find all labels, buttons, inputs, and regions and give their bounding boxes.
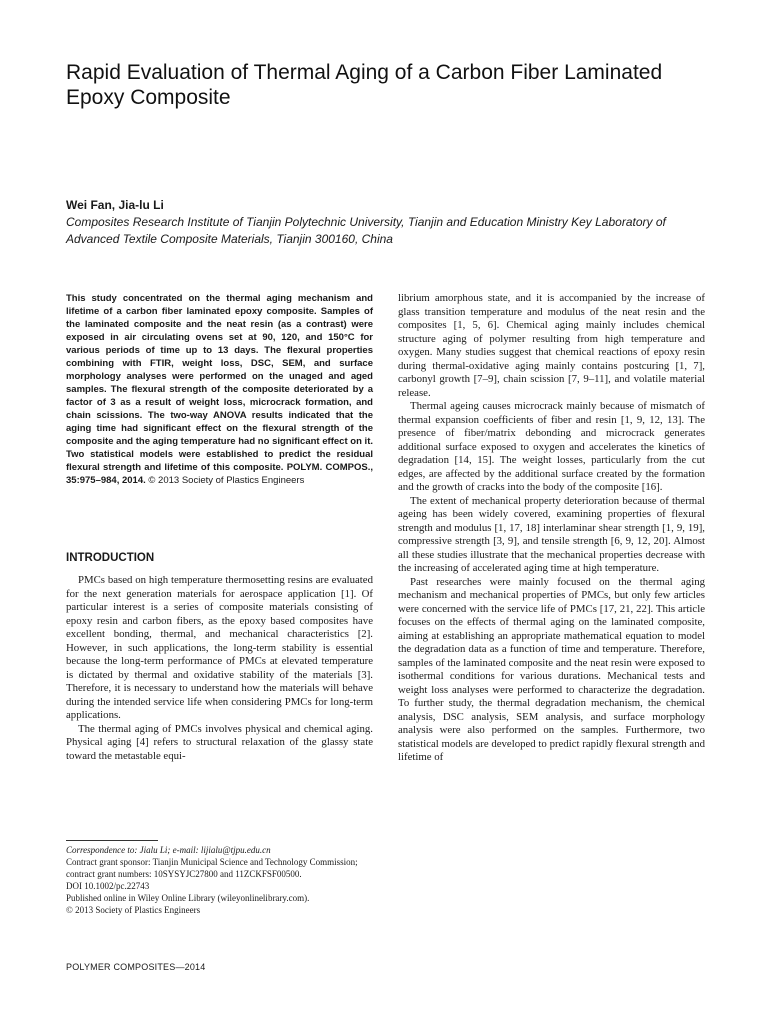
paragraph: Past researches were mainly focused on the thermal aging mechanism and mechanical properties of PMCs, but only few articles were concerned with the service life of PMCs [17, 21, 22]. This article focuses on the effects of thermal aging on the laminated composite, aiming at establishing an appropriate mathematical equation to model the degradation data as a function of time and temperature. Therefore, samples of the laminated composite and the neat resin were exposed to isothermal conditions for various durations. Mechanical tests and weight loss analyses were performed to characterize the degradation. To further study, the thermal degradation mechanism, the chemical analysis, DSC analysis, SEM analysis, and surface morphology analysis were also performed on the samples. Furthermore, two statistical models are developed to predict rapidly flexural strength and lifetime of xyxy=(398,575,705,763)
journal-footer: POLYMER COMPOSITES—2014 xyxy=(66,962,206,972)
abstract-body: This study concentrated on the thermal aging mechanism and lifetime of a carbon fiber laminated epoxy composite. Samples of the laminated composite and the neat resin (as a contrast) were exposed in air circulating ovens set at 90, 120, and 150°C for various periods of time up to 13 days. The flexural properties combining with FTIR, weight loss, DSC, SEM, and surface morphology analyses were performed on the unaged and aged samples. The flexural strength of the composite deteriorated by a factor of 3 as a result of weight loss, microcrack formation, and chain scissions. The two-way ANOVA results indicated that the aging time had significant effect on the flexural strength of the composite and the aging temperature had no significant effect on it. Two statistical models were established to predict the residual flexural strength and lifetime of this composite. POLYM. COMPOS., 35:975–984, 2014. xyxy=(66,293,373,486)
abstract-block xyxy=(66,292,373,487)
footnote-divider xyxy=(66,840,158,841)
paragraph: The extent of mechanical property deterioration because of thermal ageing has been widely covered, examining properties of flexural strength and modulus [1, 17, 18] interlaminar shear strength [1, 9, 19], compressive strength [3, 9], and tensile strength [6, 9, 12, 20]. Almost all these studies illustrate that the mechanical properties decrease with the increasing of accelerated aging time at high temperature. xyxy=(398,494,705,574)
abstract-text xyxy=(66,292,373,487)
footnote-correspondence: Correspondence to: Jialu Li; e-mail: lijialu@tjpu.edu.cn xyxy=(66,845,271,855)
abstract-copyright: © 2013 Society of Plastics Engineers xyxy=(148,475,305,486)
section-heading-introduction: INTRODUCTION xyxy=(66,552,155,564)
right-column-body xyxy=(398,292,705,765)
footnote-copyright: © 2013 Society of Plastics Engineers xyxy=(66,905,201,915)
paragraph: The thermal aging of PMCs involves physical and chemical aging. Physical aging [4] refers to structural relaxation of the glassy state toward the metastable equi- xyxy=(66,722,373,762)
introduction-body xyxy=(66,574,373,763)
paragraph: librium amorphous state, and it is accompanied by the increase of glass transition temperature and modulus of the neat resin and the composites [1, 5, 6]. Chemical aging mainly includes chemical structure aging of polymer resulting from high temperature and oxygen. Many studies suggest that chemical reactions of epoxy resin during thermal-oxidative aging mainly contains postcuring [1, 7], carbonyl growth [7–9], chain scission [7, 9–11], and volatile material release. xyxy=(398,292,705,399)
paragraph: PMCs based on high temperature thermosetting resins are evaluated for the next generation materials for aerospace application [1]. Of particular interest is a series of composite materials consisting of epoxy resin and carbon fibers, as the epoxy based composites have excellent bonding, thermal, and mechanical characteristics [2]. However, in such applications, the long-term stability is essential because the long-term performance of PMCs at elevated temperature is dictated by thermal and oxidative stability of the materials [3]. Therefore, it is necessary to understand how the materials will behave during the intended service life when considering PMCs for long-term applications. xyxy=(66,574,373,721)
author-list: Wei Fan, Jia-lu Li xyxy=(66,198,164,212)
paragraph: Thermal ageing causes microcrack mainly because of mismatch of thermal expansion coefficients of fiber and resin [1, 9, 12, 13]. The presence of fiber/matrix debonding and microcrack generates additional surface exposed to oxygen and accelerates the kinetics of degradation [14, 15]. The weight losses, particularly from the cut edges, are affected by the additional surface created by the formation and the growth of cracks into the body of the composite [16]. xyxy=(398,400,705,493)
paper-title: Rapid Evaluation of Thermal Aging of a Carbon Fiber Laminated Epoxy Composite xyxy=(66,61,663,109)
author-affiliation: Composites Research Institute of Tianjin Polytechnic University, Tianjin and Education Ministry Key Laboratory of Advanced Textile Composite Materials, Tianjin 300160, China xyxy=(66,215,666,246)
footnote-published: Published online in Wiley Online Library (wileyonlinelibrary.com). xyxy=(66,893,310,903)
footnote-grant: Contract grant sponsor: Tianjin Municipal Science and Technology Commission; contract grant numbers: 10SYSYJC27800 and 11ZCKFSF00500. xyxy=(66,857,358,879)
footnote-doi: DOI 10.1002/pc.22743 xyxy=(66,881,150,891)
footnotes xyxy=(66,844,373,916)
